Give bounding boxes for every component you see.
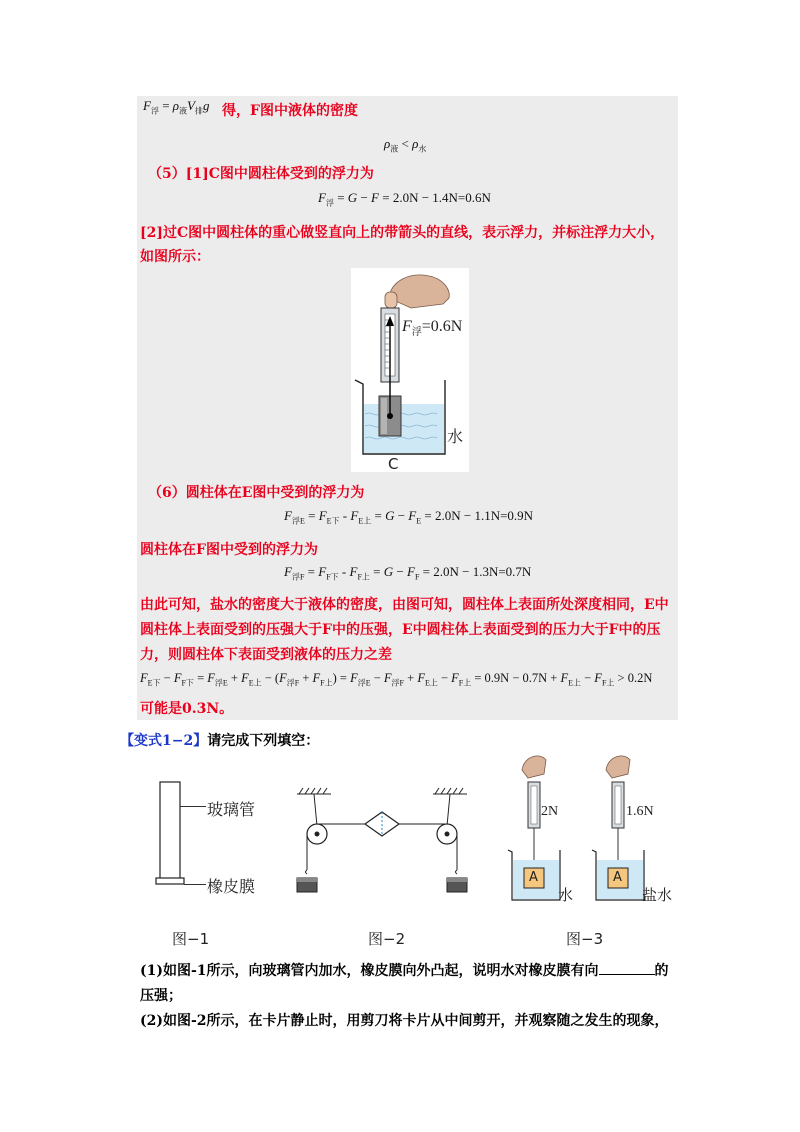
figure-2-caption: 图−2	[368, 930, 406, 948]
hand-icon	[389, 275, 449, 308]
question-2-line1: (2)如图-2所示，在卡片静止时，用剪刀将卡片从中间剪开，并观察随之发生的现象，	[140, 1013, 669, 1029]
block-label-right: A	[613, 870, 622, 885]
label-glass-tube: 玻璃管	[207, 800, 256, 819]
force-label: $F_浮=0.6N$	[402, 318, 463, 339]
figure-1-caption: 图−1	[172, 930, 210, 948]
part6-text-f: 圆柱体在F图中受到的浮力为	[140, 542, 318, 558]
figure-2-drawing	[287, 786, 477, 900]
part5-heading: （5）[1]C图中圆柱体受到的浮力为	[148, 166, 374, 182]
part6-formula-f: $F_{浮F} = F_{F下} - F_{F上} = G - F_F = 2.0N - 1.3N=0.7N$	[284, 564, 532, 582]
liquid-label-water: 水	[558, 886, 574, 904]
figure-1-drawing	[150, 778, 190, 890]
variant-instruction: 请完成下列填空：	[207, 733, 320, 749]
part5-step2-line2: 如图所示：	[140, 249, 210, 265]
conclusion-line1: 由此可知，盐水的密度大于液体的密度，由图可知，圆柱体上表面所处深度相同，E中	[140, 597, 669, 613]
reading-right: 1.6N	[626, 804, 654, 819]
density-inequality: $\rho_液 < \rho_水$	[384, 136, 427, 154]
label-rubber-membrane: 橡皮膜	[207, 877, 256, 896]
figure-3-drawing	[500, 752, 680, 904]
part6-formula-e: $F_{浮E} = F_{E下} - F_{E上} = G - F_E = 2.0N - 1.1N=0.9N$	[284, 508, 534, 526]
glass-tube-icon	[160, 782, 180, 880]
tube-leader-line	[180, 806, 206, 807]
buoyancy-formula: $F_浮 = \rho_液V_排g$	[143, 98, 210, 116]
question-1-line1: (1)如图-1所示，向玻璃管内加水，橡皮膜向外凸起，说明水对橡皮膜有向 的	[140, 963, 669, 979]
answer-blank-1[interactable]	[599, 961, 655, 975]
variant-bracket-label: 【变式1−2】	[120, 733, 208, 749]
figure-3-caption: 图−3	[566, 930, 604, 948]
reading-left: 2N	[541, 804, 559, 819]
left-hand-icon	[522, 756, 546, 778]
figure-c-caption: C	[388, 455, 399, 473]
membrane-leader-line	[184, 884, 206, 885]
question-1-line2: 压强；	[140, 988, 182, 1004]
water-label-c: 水	[447, 427, 464, 446]
conclusion-line3: 力，则圆柱体下表面受到液体的压力之差	[140, 647, 392, 663]
rubber-membrane-icon	[156, 878, 184, 884]
variant-heading	[120, 730, 319, 750]
conclusion-line2: 圆柱体上表面受到的压强大于F中的压强，E中圆柱体上表面受到的压力大于F中的压	[140, 622, 661, 638]
final-text: 可能是0.3N。	[140, 701, 234, 717]
final-formula: $F_{E下} - F_{F下} = F_{浮E} + F_{E上} - (F_{浮F} + F_{F上}) = F_{浮E} - F_{浮F} + F_{E上} - F_{F上} = 0.9N - 0.7N + F_{E上} - F_{F上} > 0.2N$	[140, 671, 653, 688]
block-label-left: A	[529, 870, 538, 885]
right-hand-icon	[606, 756, 630, 778]
liquid-label-saltwater: 盐水	[642, 886, 673, 904]
part6-heading: （6）圆柱体在E图中受到的浮力为	[148, 485, 365, 501]
part5-step2-line1: [2]过C图中圆柱体的重心做竖直向上的带箭头的直线，表示浮力，并标注浮力大小，	[140, 225, 665, 241]
part5-formula: $F_浮 = G - F = 2.0N - 1.4N=0.6N$	[318, 190, 491, 208]
line1-text: 得，F图中液体的密度	[222, 103, 358, 119]
